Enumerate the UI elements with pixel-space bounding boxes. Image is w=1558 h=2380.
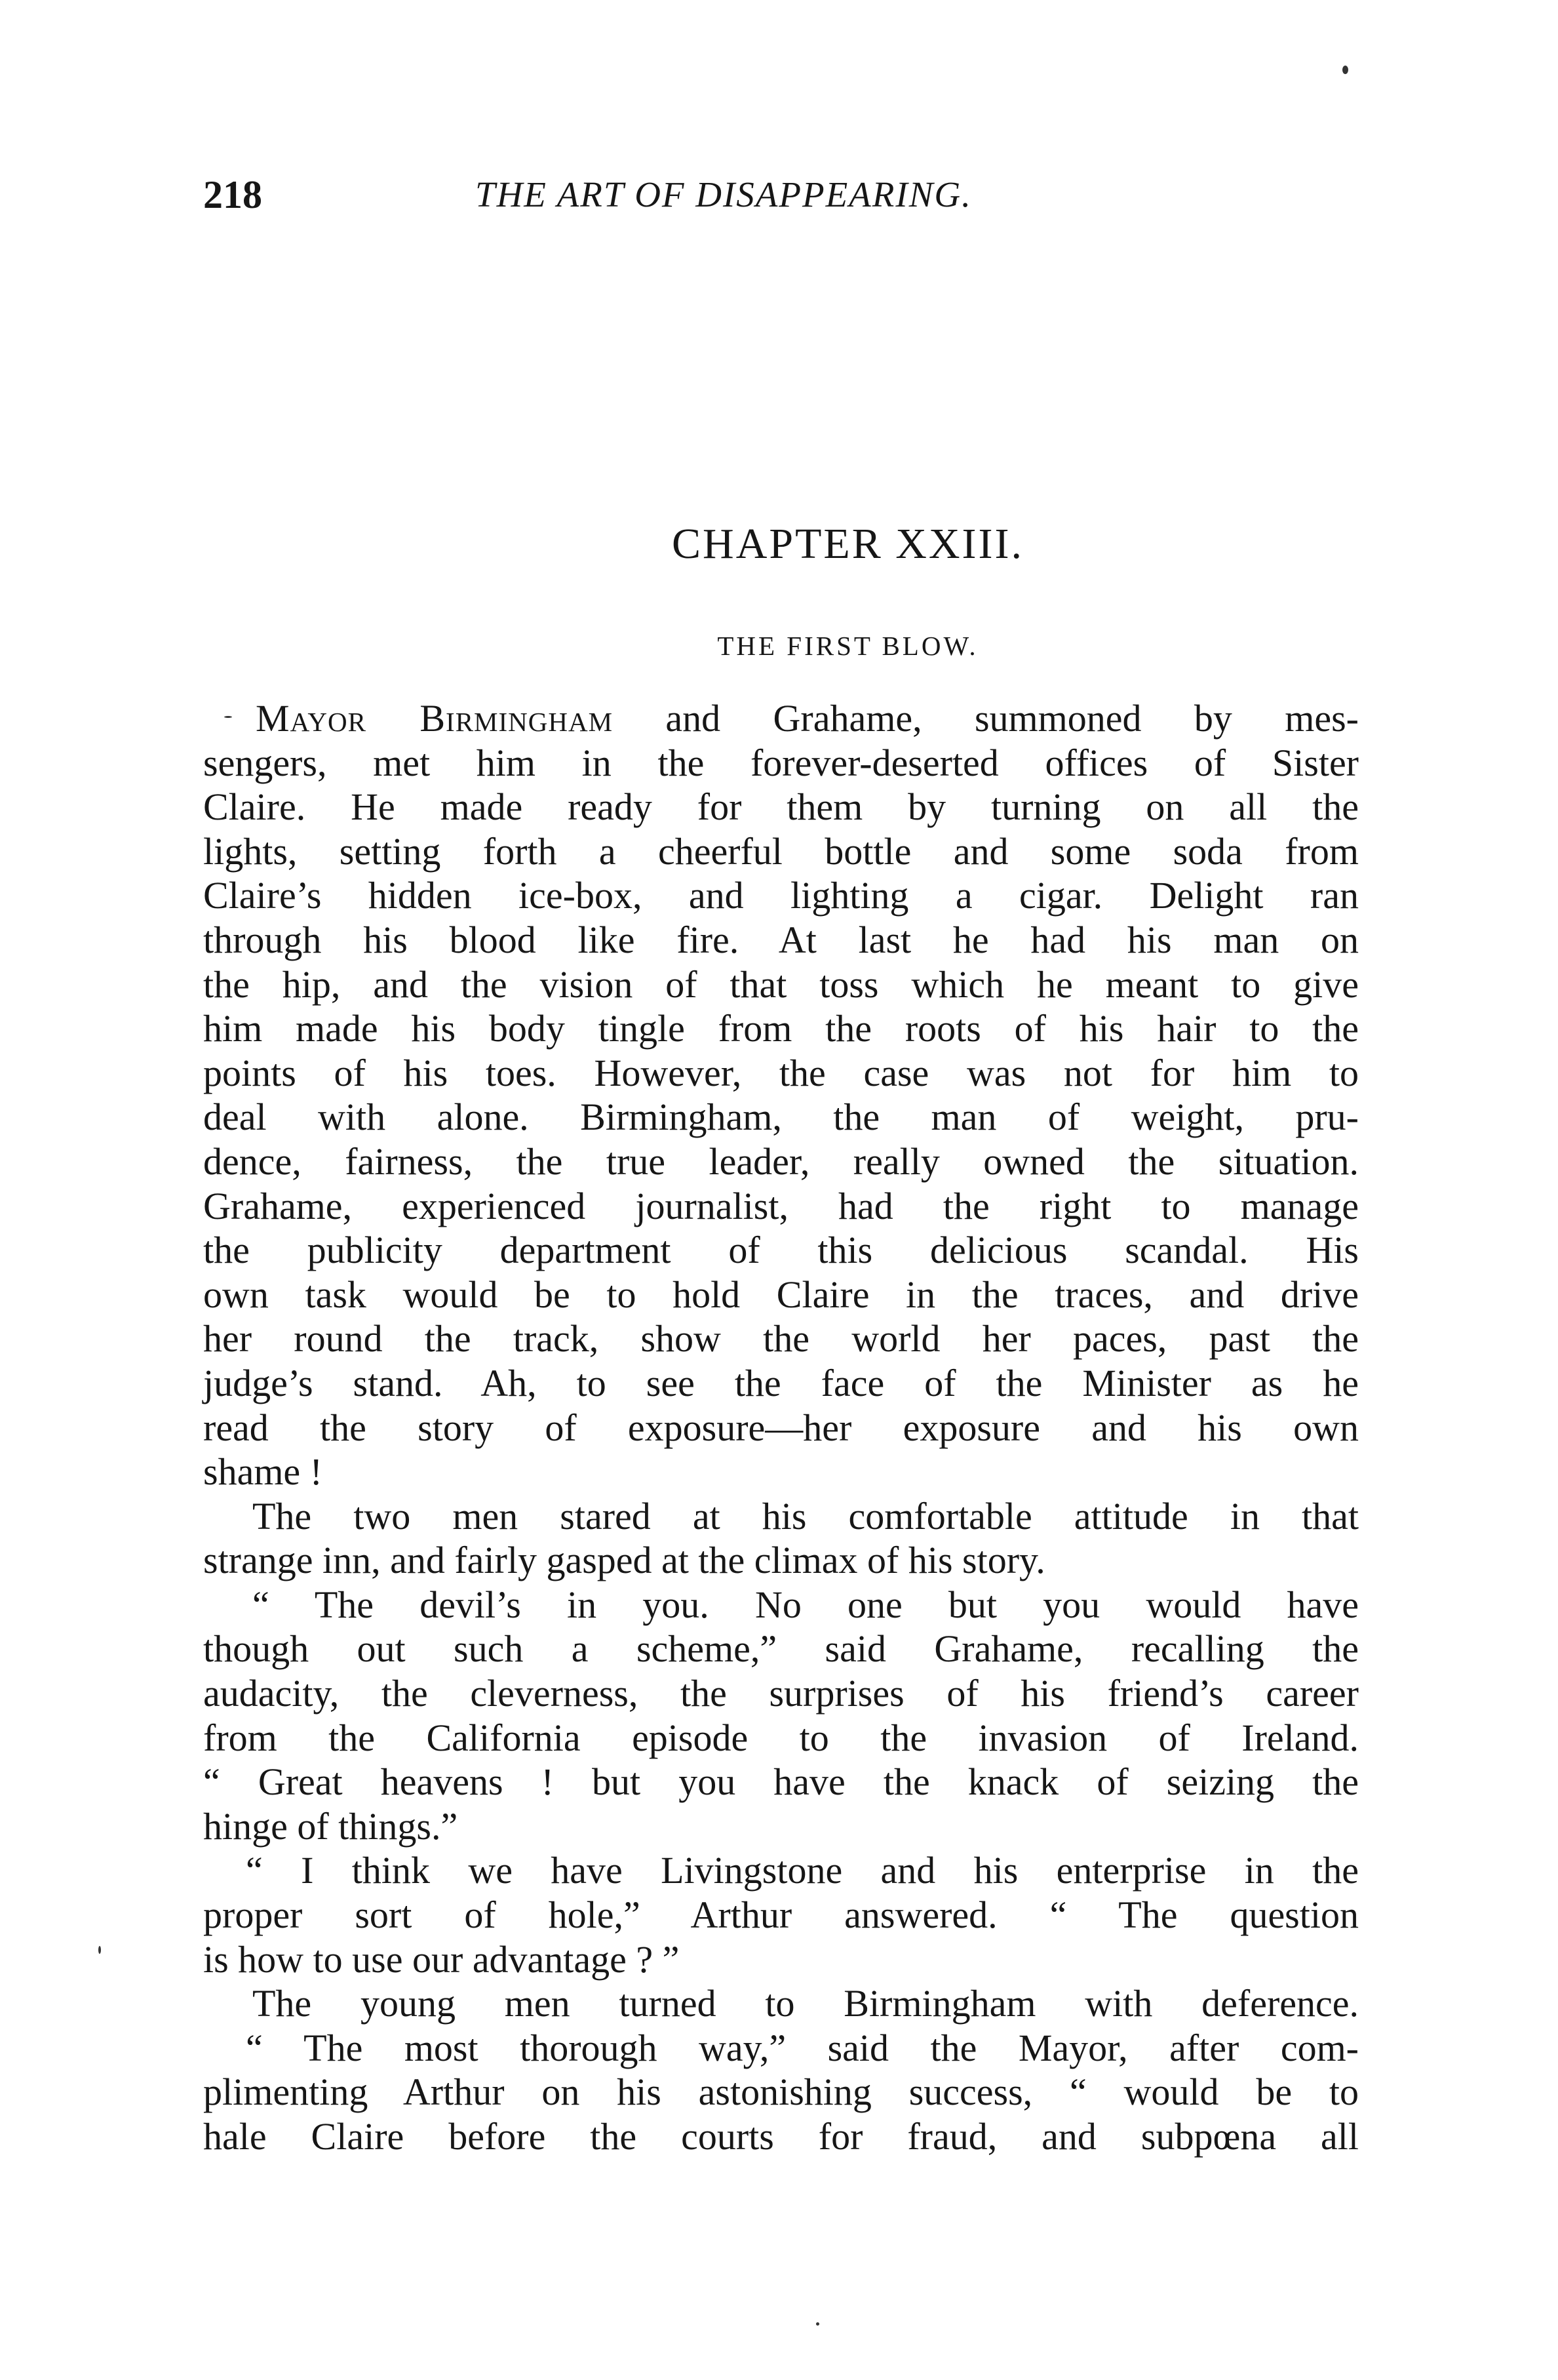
text-line: Claire’s hidden ice-box, and lighting a cigar. Delight ran xyxy=(203,874,1359,917)
text-line: The two men stared at his comfortable attitude in that xyxy=(252,1494,1359,1537)
text-line-content: and Grahame, summoned by mes- xyxy=(613,697,1359,740)
page-number: 218 xyxy=(203,173,262,216)
text-line: shame ! xyxy=(203,1450,322,1494)
text-line: is how to use our advantage ? ” xyxy=(203,1937,680,1981)
running-head xyxy=(203,172,1357,218)
text-line: from the California episode to the invasion of Ireland. xyxy=(203,1716,1359,1759)
text-line: The young men turned to Birmingham with deference. xyxy=(252,1982,1359,2025)
text-line: lights, setting forth a cheerful bottle and some soda from xyxy=(203,829,1359,873)
print-speck xyxy=(816,2322,819,2326)
print-speck xyxy=(1342,66,1348,74)
text-line: “ I think we have Livingstone and his enterprise in the xyxy=(246,1849,1359,1892)
text-line: hale Claire before the courts for fraud, and subpœna all xyxy=(203,2115,1359,2158)
body-text xyxy=(203,696,1359,2159)
chapter-subheading: THE FIRST BLOW. xyxy=(717,631,979,661)
print-speck xyxy=(224,716,232,718)
text-line: own task would be to hold Claire in the traces, and drive xyxy=(203,1273,1359,1316)
text-line: through his blood like fire. At last he had his man on xyxy=(203,918,1359,961)
text-line: “ The most thorough way,” said the Mayor, after com- xyxy=(246,2026,1359,2069)
text-line: “ The devil’s in you. No one but you would have xyxy=(252,1583,1359,1626)
text-line: “ Great heavens ! but you have the knack of seizing the xyxy=(203,1760,1359,1804)
text-line: the hip, and the vision of that toss which he meant to give xyxy=(203,962,1359,1006)
text-line: sengers, met him in the forever-deserted offices of Sister xyxy=(203,741,1359,784)
text-line: points of his toes. However, the case was not for him to xyxy=(203,1051,1359,1094)
text-line: read the story of exposure—her exposure and his own xyxy=(203,1406,1359,1449)
text-line: plimenting Arthur on his astonishing success, “ would be to xyxy=(203,2071,1359,2114)
print-speck xyxy=(98,1946,101,1954)
text-line xyxy=(203,696,1359,741)
opening-small-caps: Mayor Birmingham xyxy=(256,697,613,740)
text-line: Claire. He made ready for them by turning on all the xyxy=(203,785,1359,829)
text-line: audacity, the cleverness, the surprises of his friend’s career xyxy=(203,1672,1359,1715)
text-line: deal with alone. Birmingham, the man of weight, pru- xyxy=(203,1096,1359,1139)
text-line: dence, fairness, the true leader, really owned the situation. xyxy=(203,1140,1359,1183)
text-line: the publicity department of this delicious scandal. His xyxy=(203,1229,1359,1272)
text-line: proper sort of hole,” Arthur answered. “ The question xyxy=(203,1894,1359,1937)
text-line: her round the track, show the world her paces, past the xyxy=(203,1317,1359,1360)
text-line: though out such a scheme,” said Grahame, recalling the xyxy=(203,1627,1359,1671)
text-line: him made his body tingle from the roots of his hair to the xyxy=(203,1007,1359,1050)
text-line: hinge of things.” xyxy=(203,1804,458,1848)
chapter-heading: CHAPTER XXIII. xyxy=(672,520,1024,568)
text-line: Grahame, experienced journalist, had the right to manage xyxy=(203,1184,1359,1227)
text-line: judge’s stand. Ah, to see the face of the Minister as he xyxy=(203,1361,1359,1404)
running-title: THE ART OF DISAPPEARING. xyxy=(475,174,972,214)
text-line: strange inn, and fairly gasped at the climax of his story. xyxy=(203,1539,1045,1582)
